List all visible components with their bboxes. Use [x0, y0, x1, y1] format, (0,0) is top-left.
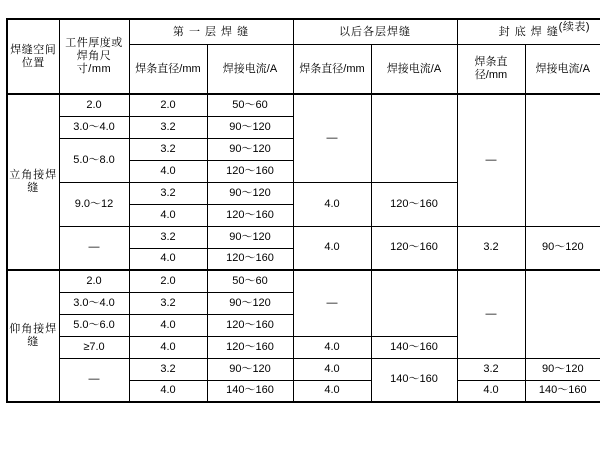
header-group-backing-weld: 封 底 焊 缝: [457, 19, 600, 45]
thickness-cell: 2.0: [59, 270, 129, 292]
back-current-cell: 90～120: [525, 358, 600, 380]
back-current-cell: 90～120: [525, 226, 600, 270]
first-diameter-cell: 3.2: [129, 292, 207, 314]
later-current-cell: 120～160: [371, 226, 457, 270]
header-back-diameter: 焊条直径/mm: [457, 45, 525, 95]
document-page: [0, 18, 600, 454]
later-diameter-cell: —: [293, 94, 371, 182]
first-current-cell: 50～60: [207, 94, 293, 116]
first-diameter-cell: 4.0: [129, 204, 207, 226]
first-current-cell: 50～60: [207, 270, 293, 292]
header-later-diameter: 焊条直径/mm: [293, 45, 371, 95]
thickness-cell: ≥7.0: [59, 336, 129, 358]
later-current-cell: [371, 270, 457, 336]
first-current-cell: 90～120: [207, 138, 293, 160]
later-diameter-cell: 4.0: [293, 226, 371, 270]
later-current-cell: 120～160: [371, 182, 457, 226]
back-diameter-cell: 3.2: [457, 358, 525, 380]
back-current-cell: [525, 270, 600, 358]
position-label-2: 仰角接焊缝: [9, 323, 58, 348]
later-current-cell: [371, 94, 457, 182]
first-current-cell: 120～160: [207, 248, 293, 270]
welding-parameters-table: [6, 18, 600, 403]
thickness-cell: 2.0: [59, 94, 129, 116]
first-diameter-cell: 2.0: [129, 270, 207, 292]
thickness-cell: 3.0～4.0: [59, 116, 129, 138]
thickness-cell: 9.0～12: [59, 182, 129, 226]
first-diameter-cell: 3.2: [129, 182, 207, 204]
back-diameter-cell: —: [457, 270, 525, 358]
header-first-diameter: 焊条直径/mm: [129, 45, 207, 95]
first-current-cell: 140～160: [207, 380, 293, 402]
first-current-cell: 90～120: [207, 292, 293, 314]
first-current-cell: 120～160: [207, 336, 293, 358]
back-current-cell: 140～160: [525, 380, 600, 402]
header-group-first-layer: 第 一 层 焊 缝: [129, 19, 293, 45]
table-row: [7, 270, 600, 292]
first-current-cell: 90～120: [207, 358, 293, 380]
first-current-cell: 120～160: [207, 204, 293, 226]
first-diameter-cell: 3.2: [129, 226, 207, 248]
later-diameter-cell: 4.0: [293, 358, 371, 380]
back-diameter-cell: —: [457, 94, 525, 226]
table-row: [7, 226, 600, 248]
later-current-cell: 140～160: [371, 358, 457, 402]
table-row: [7, 94, 600, 116]
thickness-cell: 5.0～8.0: [59, 138, 129, 182]
first-current-cell: 120～160: [207, 160, 293, 182]
later-diameter-cell: 4.0: [293, 380, 371, 402]
thickness-cell: —: [59, 358, 129, 402]
position-vertical-fillet: [7, 94, 59, 270]
position-overhead-fillet: [7, 270, 59, 402]
header-later-current: 焊接电流/A: [371, 45, 457, 95]
back-current-cell: [525, 94, 600, 226]
header-group-later-layers: 以后各层焊缝: [293, 19, 457, 45]
later-diameter-cell: —: [293, 270, 371, 336]
first-diameter-cell: 4.0: [129, 248, 207, 270]
first-diameter-cell: 4.0: [129, 160, 207, 182]
first-diameter-cell: 4.0: [129, 380, 207, 402]
continued-label: (续表): [558, 21, 590, 33]
later-current-cell: 140～160: [371, 336, 457, 358]
later-diameter-cell: 4.0: [293, 336, 371, 358]
thickness-cell: —: [59, 226, 129, 270]
first-diameter-cell: 2.0: [129, 94, 207, 116]
position-label-1: 立角接焊缝: [9, 169, 58, 194]
thickness-cell: 3.0～4.0: [59, 292, 129, 314]
first-diameter-cell: 3.2: [129, 116, 207, 138]
first-diameter-cell: 3.2: [129, 358, 207, 380]
header-position: 焊缝空间位置: [7, 19, 59, 94]
first-diameter-cell: 4.0: [129, 314, 207, 336]
later-diameter-cell: 4.0: [293, 182, 371, 226]
thickness-cell: 5.0～6.0: [59, 314, 129, 336]
first-current-cell: 90～120: [207, 226, 293, 248]
first-current-cell: 90～120: [207, 182, 293, 204]
first-diameter-cell: 3.2: [129, 138, 207, 160]
first-diameter-cell: 4.0: [129, 336, 207, 358]
first-current-cell: 90～120: [207, 116, 293, 138]
table-row: [7, 358, 600, 380]
header-back-current: 焊接电流/A: [525, 45, 600, 95]
back-diameter-cell: 3.2: [457, 226, 525, 270]
first-current-cell: 120～160: [207, 314, 293, 336]
back-diameter-cell: 4.0: [457, 380, 525, 402]
table-header-row-groups: [7, 19, 600, 45]
header-first-current: 焊接电流/A: [207, 45, 293, 95]
header-thickness: 工件厚度或焊角尺寸/mm: [59, 19, 129, 94]
